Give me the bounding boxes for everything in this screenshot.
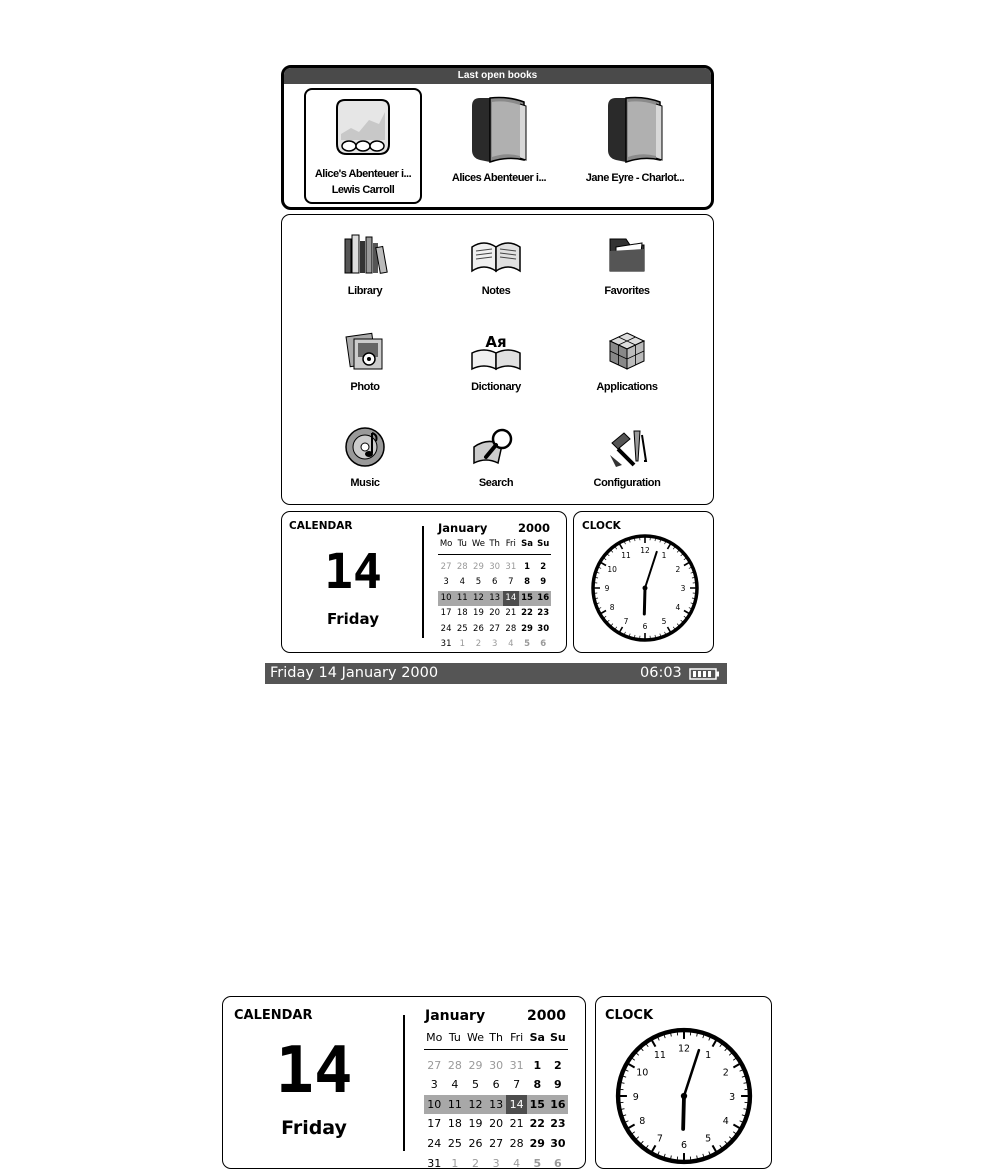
calendar-weekday-label: Sa (521, 539, 533, 549)
clock-numeral: 8 (609, 603, 615, 612)
calendar-day-cell[interactable]: 3 (430, 1078, 438, 1092)
menu-label: Photo (350, 381, 380, 393)
calendar-weekday-label: We (466, 1031, 484, 1044)
clock-numeral: 12 (640, 546, 650, 555)
calendar-day-cell[interactable]: 9 (540, 577, 547, 587)
calendar-week-row (438, 591, 551, 607)
calendar-week-row (438, 606, 551, 622)
menu-item-favorites[interactable] (557, 233, 697, 313)
menu-label: Configuration (593, 477, 661, 489)
calendar-day-cell[interactable]: 8 (524, 577, 530, 587)
menu-label: Library (347, 285, 383, 297)
calendar-day-cell[interactable]: 23 (550, 1117, 566, 1131)
analog-clock (589, 532, 701, 644)
clock-numeral: 4 (722, 1115, 729, 1127)
calendar-day-cell[interactable]: 1 (533, 1058, 542, 1072)
clock-numeral: 8 (639, 1115, 646, 1127)
clock-heading: CLOCK (605, 1008, 654, 1023)
calendar-month-grid (438, 536, 551, 653)
calendar-day-cell[interactable]: 27 (440, 561, 452, 572)
clock-numeral: 2 (722, 1067, 729, 1079)
status-bar (265, 663, 727, 684)
calendar-year: 2000 (527, 1008, 566, 1024)
photo-icon (342, 329, 388, 373)
calendar-weekday-label: We (471, 539, 486, 549)
calendar-day-cell[interactable]: 19 (468, 1117, 483, 1131)
menu-label: Dictionary (471, 381, 521, 393)
calendar-day-cell[interactable]: 28 (456, 561, 468, 572)
clock-numeral: 10 (607, 565, 617, 574)
calendar-day-cell[interactable]: 14 (506, 1095, 527, 1115)
calendar-day-cell[interactable]: 20 (489, 1117, 504, 1131)
calendar-weekday-label: Fri (510, 1031, 524, 1044)
calendar-month: January (438, 521, 488, 535)
calendar-day-cell[interactable]: 22 (521, 608, 533, 618)
calendar-day-cell[interactable]: 10 (438, 591, 454, 607)
calendar-weekday-label: Su (549, 1031, 566, 1044)
calendar-day-cell[interactable]: 2 (554, 1058, 562, 1072)
calendar-day-cell[interactable]: 4 (459, 577, 465, 587)
calendar-day-cell[interactable]: 31 (505, 561, 517, 572)
calendar-day-cell[interactable]: 14 (503, 591, 519, 607)
clock-numeral: 7 (623, 616, 629, 626)
clock-heading: CLOCK (582, 520, 621, 532)
calendar-divider (403, 1015, 405, 1151)
calendar-day-cell[interactable]: 11 (445, 1095, 466, 1115)
clock-numeral: 5 (661, 616, 667, 626)
calendar-day-cell[interactable]: 24 (440, 623, 452, 634)
calendar-day-cell[interactable]: 30 (489, 561, 501, 572)
menu-label: Applications (596, 381, 658, 393)
calendar-day-cell[interactable]: 22 (529, 1117, 545, 1131)
configuration-icon (604, 425, 650, 469)
library-icon (342, 233, 388, 277)
calendar-weekday-label: Su (537, 539, 550, 549)
calendar-day-cell[interactable]: 19 (473, 608, 484, 618)
calendar-weekday-label: Mo (426, 1031, 443, 1044)
book-icon (598, 94, 672, 166)
clock-numeral: 11 (621, 551, 631, 561)
calendar-day-cell[interactable]: 31 (440, 639, 452, 649)
calendar-weekday-header (438, 536, 551, 555)
calendar-day-cell[interactable]: 29 (529, 1136, 545, 1150)
calendar-weekday-label: Mo (439, 539, 453, 549)
last-open-books-header: Last open books (284, 68, 711, 84)
clock-numeral: 4 (675, 603, 681, 612)
book-author: Lewis Carroll (331, 184, 395, 196)
clock-numeral: 2 (675, 565, 681, 574)
calendar-weekday: Friday (281, 1117, 347, 1139)
calendar-weekday-label: Fri (505, 539, 516, 549)
calendar-day-cell[interactable]: 5 (475, 577, 482, 587)
menu-item-music[interactable] (295, 425, 435, 505)
book-item-3[interactable] (576, 88, 694, 204)
calendar-day-cell[interactable]: 28 (505, 623, 517, 634)
calendar-day-cell[interactable]: 20 (489, 608, 501, 618)
calendar-day-cell[interactable]: 8 (533, 1078, 542, 1092)
book-item-2[interactable] (440, 88, 558, 204)
calendar-day-cell[interactable]: 27 (489, 1136, 504, 1150)
clock-numeral: 6 (680, 1139, 688, 1151)
calendar-day-cell[interactable]: 11 (454, 591, 470, 607)
calendar-day-cell[interactable]: 3 (443, 577, 449, 587)
calendar-week-row (424, 1114, 568, 1134)
book-item-1[interactable] (304, 88, 422, 204)
album-cover-icon (327, 94, 399, 166)
clock-hour-hand (644, 588, 645, 614)
calendar-day-cell[interactable]: 10 (424, 1095, 445, 1115)
calendar-week-row (438, 622, 551, 638)
menu-item-dictionary[interactable] (426, 329, 566, 409)
calendar-day-number: 14 (324, 544, 382, 600)
calendar-day-cell[interactable]: 5 (524, 639, 530, 649)
calendar-day-cell[interactable]: 7 (508, 577, 514, 587)
calendar-heading: CALENDAR (234, 1008, 313, 1023)
calendar-day-cell[interactable]: 29 (468, 1058, 483, 1072)
battery-icon (689, 668, 721, 680)
clock-center-pin (643, 586, 648, 591)
calendar-day-cell[interactable]: 3 (491, 639, 498, 649)
calendar-month-grid (424, 1027, 568, 1169)
calendar-day-cell[interactable]: 28 (447, 1058, 462, 1072)
calendar-week-row (438, 637, 551, 653)
calendar-day-cell[interactable]: 13 (486, 1095, 507, 1115)
calendar-day-cell[interactable]: 26 (468, 1136, 483, 1150)
clock-numeral: 12 (677, 1043, 691, 1055)
calendar-day-cell[interactable]: 12 (470, 591, 486, 607)
clock-numeral: 11 (653, 1050, 666, 1062)
calendar-weekday: Friday (326, 610, 379, 628)
calendar-day-cell[interactable]: 5 (471, 1078, 479, 1092)
calendar-day-cell[interactable]: 25 (447, 1136, 462, 1150)
clock-numeral: 1 (661, 551, 667, 561)
clock-widget-large (595, 996, 772, 1169)
main-menu-panel (281, 214, 714, 505)
last-open-books-panel (281, 65, 714, 210)
clock-numeral: 6 (642, 622, 648, 631)
status-time: 06:03 (640, 665, 682, 681)
clock-numeral: 7 (656, 1133, 663, 1145)
calendar-widget (281, 511, 567, 653)
calendar-day-cell[interactable]: 7 (513, 1078, 521, 1092)
calendar-day-cell[interactable]: 21 (505, 608, 517, 618)
calendar-day-cell[interactable]: 3 (492, 1156, 500, 1169)
calendar-month: January (425, 1008, 486, 1024)
book-title: Alice's Abenteuer i... (314, 168, 412, 180)
calendar-day-cell[interactable]: 28 (509, 1136, 524, 1150)
calendar-heading: CALENDAR (289, 520, 353, 532)
calendar-year: 2000 (518, 521, 551, 535)
calendar-day-cell[interactable]: 24 (427, 1136, 442, 1150)
menu-item-configuration[interactable] (557, 425, 697, 505)
clock-center-pin (681, 1093, 687, 1099)
calendar-weekday-label: Tu (457, 539, 467, 549)
calendar-weekday-label: Th (489, 539, 500, 549)
clock-numeral: 9 (632, 1091, 639, 1103)
calendar-day-cell[interactable]: 31 (427, 1156, 442, 1169)
calendar-week-row (424, 1075, 568, 1095)
calendar-day-cell[interactable]: 15 (527, 1095, 548, 1115)
calendar-day-cell[interactable]: 16 (535, 591, 551, 607)
calendar-week-row (424, 1095, 568, 1115)
calendar-weekday-label: Tu (448, 1031, 461, 1044)
clock-widget (573, 511, 714, 653)
calendar-day-cell[interactable]: 30 (489, 1058, 504, 1072)
calendar-day-cell[interactable]: 29 (473, 561, 484, 572)
calendar-day-cell[interactable]: 27 (427, 1058, 442, 1072)
clock-numeral: 3 (729, 1091, 736, 1103)
calendar-day-cell[interactable]: 18 (456, 608, 468, 618)
calendar-day-cell[interactable]: 4 (451, 1078, 459, 1092)
menu-item-library[interactable] (295, 233, 435, 313)
search-icon (468, 425, 524, 469)
menu-label: Music (350, 477, 380, 489)
menu-item-search[interactable] (426, 425, 566, 505)
clock-numeral: 3 (680, 584, 686, 593)
calendar-week-row (424, 1056, 568, 1076)
calendar-day-cell[interactable]: 30 (537, 623, 550, 634)
clock-numeral: 9 (604, 584, 610, 593)
calendar-week-row (438, 560, 551, 576)
applications-icon (604, 329, 650, 373)
clock-hour-hand (683, 1096, 684, 1129)
calendar-day-cell[interactable]: 17 (440, 608, 452, 618)
calendar-day-cell[interactable]: 2 (471, 1156, 479, 1169)
calendar-day-cell[interactable]: 5 (533, 1156, 542, 1169)
book-title: Jane Eyre - Charlot... (585, 172, 685, 184)
calendar-day-cell[interactable]: 12 (465, 1095, 486, 1115)
calendar-day-cell[interactable]: 6 (492, 1078, 500, 1092)
menu-label: Notes (481, 285, 511, 297)
menu-item-applications[interactable] (557, 329, 697, 409)
menu-label: Search (478, 477, 514, 489)
menu-label: Favorites (604, 285, 650, 297)
calendar-day-cell[interactable]: 1 (451, 1156, 459, 1169)
calendar-week-row (438, 575, 551, 591)
calendar-day-cell[interactable]: 30 (550, 1136, 566, 1150)
calendar-day-cell[interactable]: 27 (489, 623, 501, 634)
calendar-day-cell[interactable]: 1 (524, 561, 530, 572)
clock-numeral: 5 (705, 1133, 712, 1145)
calendar-day-cell[interactable]: 2 (540, 561, 547, 572)
calendar-day-cell[interactable]: 18 (447, 1117, 462, 1131)
calendar-day-cell[interactable]: 4 (508, 639, 514, 649)
clock-numeral: 1 (705, 1050, 712, 1062)
dictionary-icon-text: Ая (485, 333, 507, 351)
calendar-week-row (424, 1154, 568, 1169)
analog-clock (613, 1025, 755, 1167)
calendar-week-row (424, 1134, 568, 1154)
calendar-day-cell[interactable]: 6 (554, 1156, 562, 1169)
calendar-day-cell[interactable]: 13 (487, 591, 503, 607)
status-date: Friday 14 January 2000 (270, 665, 439, 681)
music-icon (342, 425, 388, 469)
calendar-day-cell[interactable]: 21 (509, 1117, 524, 1131)
calendar-day-cell[interactable]: 6 (540, 639, 547, 649)
calendar-day-cell[interactable]: 16 (548, 1095, 569, 1115)
book-icon (462, 94, 536, 166)
calendar-day-cell[interactable]: 9 (554, 1078, 562, 1092)
calendar-day-cell[interactable]: 31 (509, 1058, 524, 1072)
calendar-day-cell[interactable]: 6 (491, 577, 498, 587)
calendar-day-cell[interactable]: 25 (456, 623, 468, 634)
book-title: Alices Abenteuer i... (451, 172, 547, 184)
calendar-day-number: 14 (275, 1034, 353, 1108)
calendar-weekday-header (424, 1027, 568, 1050)
calendar-day-cell[interactable]: 17 (427, 1117, 442, 1131)
notes-icon (468, 233, 524, 277)
clock-numeral: 10 (636, 1067, 649, 1079)
menu-item-notes[interactable] (426, 233, 566, 313)
calendar-day-cell[interactable]: 23 (537, 608, 550, 618)
calendar-day-cell[interactable]: 29 (521, 623, 533, 634)
calendar-widget-large (222, 996, 586, 1169)
calendar-day-cell[interactable]: 1 (459, 639, 465, 649)
calendar-weekday-label: Th (489, 1031, 503, 1044)
favorites-icon (604, 233, 650, 277)
calendar-weekday-label: Sa (529, 1031, 545, 1044)
calendar-day-cell[interactable]: 4 (513, 1156, 521, 1169)
calendar-day-cell[interactable]: 15 (519, 591, 535, 607)
calendar-divider (422, 526, 424, 638)
dictionary-icon (468, 329, 524, 373)
menu-item-photo[interactable] (295, 329, 435, 409)
calendar-day-cell[interactable]: 26 (473, 623, 484, 634)
calendar-day-cell[interactable]: 2 (475, 639, 482, 649)
